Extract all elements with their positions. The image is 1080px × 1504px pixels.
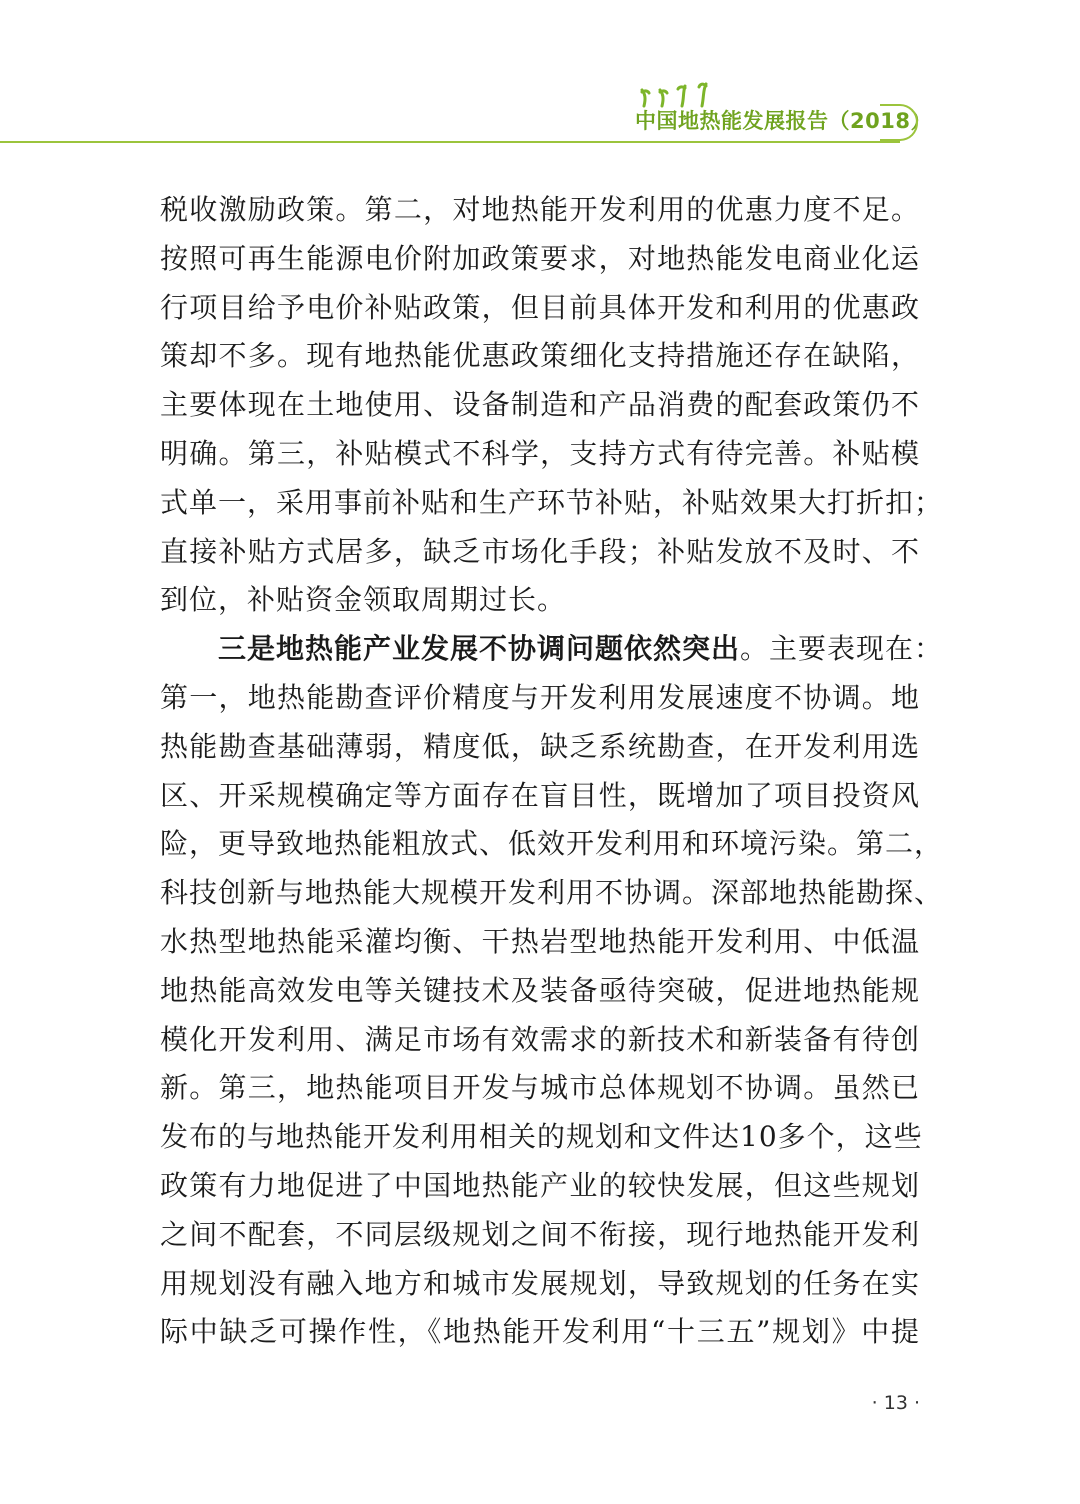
text-line: 按照可再生能源电价附加政策要求，对地热能发电商业化运 bbox=[160, 241, 920, 275]
paragraph-lead-line bbox=[160, 625, 944, 674]
text-line: 际中缺乏可操作性，《地热能开发利用“十三五”规划》中提 bbox=[160, 1315, 920, 1349]
text-line: 主要体现在土地使用、设备制造和产品消费的配套政策仍不 bbox=[160, 388, 920, 422]
header-rule bbox=[0, 141, 900, 143]
text-line: 模化开发利用、满足市场有效需求的新技术和新装备有待创 bbox=[160, 1022, 920, 1056]
text-line: 发布的与地热能开发利用相关的规划和文件达10多个，这些 bbox=[160, 1120, 923, 1154]
text-line: 税收激励政策。第二，对地热能开发利用的优惠力度不足。 bbox=[160, 193, 920, 226]
text-line: 式单一，采用事前补贴和生产环节补贴，补贴效果大打折扣； bbox=[160, 485, 944, 519]
text-line: 行项目给予电价补贴政策，但目前具体开发和利用的优惠政 bbox=[160, 290, 920, 324]
text-line: 热能勘查基础薄弱，精度低，缺乏系统勘查，在开发利用选 bbox=[160, 729, 920, 763]
text-line: 新。第三，地热能项目开发与城市总体规划不协调。虽然已 bbox=[160, 1071, 920, 1105]
text-line: 政策有力地促进了中国地热能产业的较快发展，但这些规划 bbox=[160, 1168, 920, 1202]
text-line: 水热型地热能采灌均衡、干热岩型地热能开发利用、中低温 bbox=[160, 924, 920, 958]
running-header bbox=[0, 0, 1080, 150]
text-line: 用规划没有融入地方和城市发展规划，导致规划的任务在实 bbox=[160, 1266, 920, 1300]
text-line: 到位，补贴资金领取周期过长。 bbox=[160, 583, 567, 617]
text-line: 科技创新与地热能大规模开发利用不协调。深部地热能勘探、 bbox=[160, 876, 944, 910]
text-line: 险，更导致地热能粗放式、低效开发利用和环境污染。第二， bbox=[160, 827, 944, 861]
text-line: 之间不配套，不同层级规划之间不衔接，现行地热能开发利 bbox=[160, 1217, 920, 1251]
paragraph-lead-bold: 三是地热能产业发展不协调问题依然突出 bbox=[218, 632, 741, 666]
header-title-bracket bbox=[880, 104, 918, 141]
body-text bbox=[160, 186, 944, 1357]
text-line: 策却不多。现有地热能优惠政策细化支持措施还存在缺陷， bbox=[160, 339, 920, 373]
text-line: 区、开采规模确定等方面存在盲目性，既增加了项目投资风 bbox=[160, 778, 920, 812]
text-line: 地热能高效发电等关键技术及装备亟待突破，促进地热能规 bbox=[160, 973, 920, 1007]
text-line: 直接补贴方式居多，缺乏市场化手段；补贴发放不及时、不 bbox=[160, 534, 920, 568]
running-header-title: 中国地热能发展报告（2018） bbox=[635, 109, 932, 133]
page-number: · 13 · bbox=[871, 1392, 920, 1414]
text-line: 第一，地热能勘查评价精度与开发利用发展速度不协调。地 bbox=[160, 680, 920, 714]
paragraph-lead-rest: 。主要表现在： bbox=[740, 632, 944, 666]
text-line: 明确。第三，补贴模式不科学，支持方式有待完善。补贴模 bbox=[160, 436, 920, 470]
